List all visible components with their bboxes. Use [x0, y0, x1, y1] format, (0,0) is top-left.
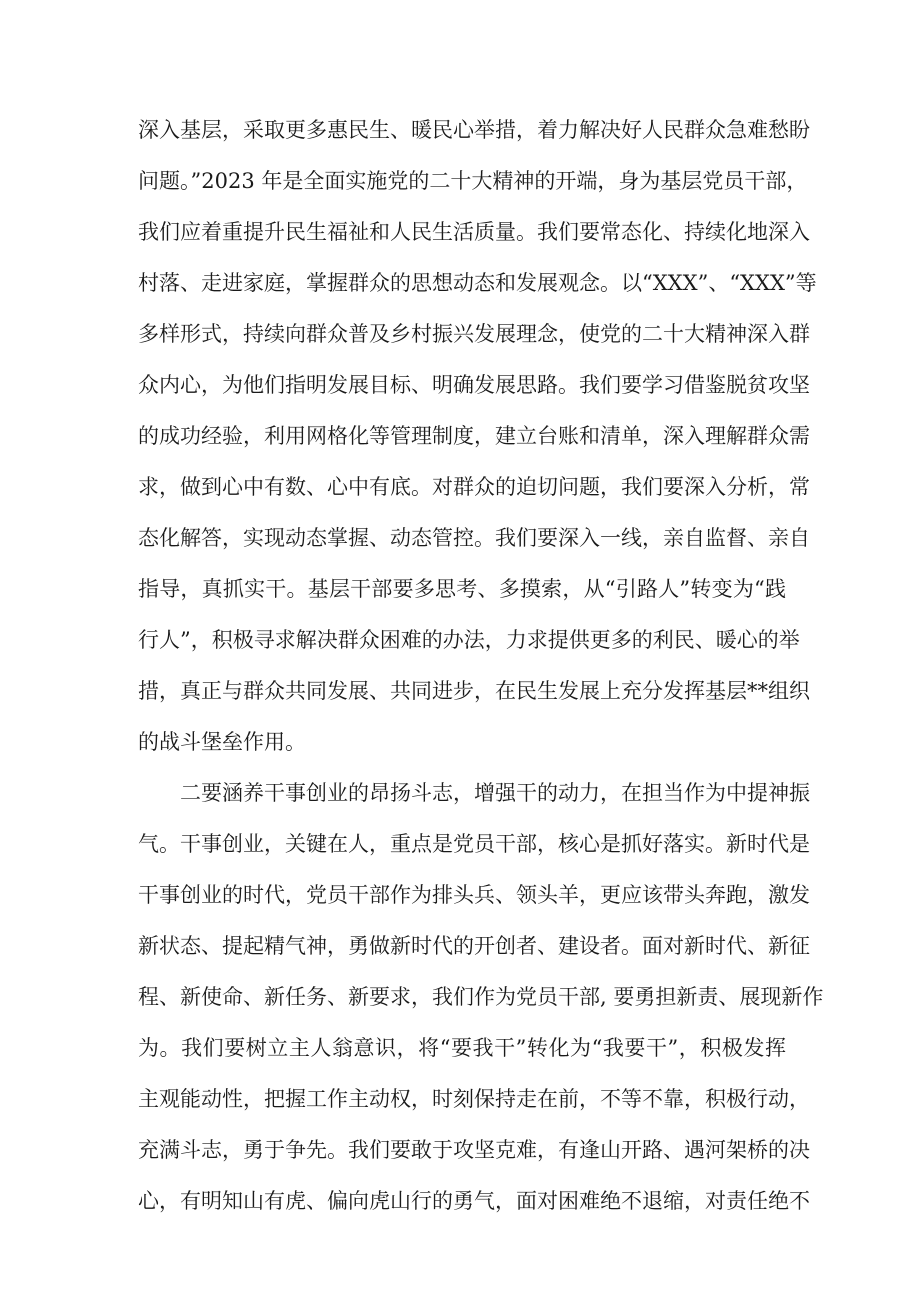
text-line: 充满斗志，勇于争先。我们要敢于攻坚克难，有逢山开路、遇河架桥的决 [138, 1138, 810, 1162]
text-line: 的战斗堡垒作用。 [138, 730, 306, 754]
text-line: 众内心，为他们指明发展目标、明确发展思路。我们要学习借鉴脱贫攻坚 [138, 373, 810, 397]
text-line: 指导，真抓实干。基层干部要多思考、多摸索，从“引路人”转变为“践 [138, 577, 786, 601]
text-line: 心，有明知山有虎、偏向虎山行的勇气，面对困难绝不退缩，对责任绝不 [138, 1189, 810, 1213]
text-line: 问题。”2023 年是全面实施党的二十大精神的开端，身为基层党员干部， [138, 169, 808, 193]
text-line: 措，真正与群众共同发展、共同进步，在民生发展上充分发挥基层**组织 [138, 679, 810, 703]
text-line: 态化解答，实现动态掌握、动态管控。我们要深入一线，亲自监督、亲自 [138, 526, 810, 550]
text-line: 气。干事创业，关键在人，重点是党员干部，核心是抓好落实。新时代是 [138, 832, 810, 856]
text-line: 求，做到心中有数、心中有底。对群众的迫切问题，我们要深入分析，常 [138, 475, 810, 499]
text-line: 干事创业的时代，党员干部作为排头兵、领头羊，更应该带头奔跑，激发 [138, 883, 810, 907]
text-line: 程、新使命、新任务、新要求，我们作为党员干部, 要勇担新责、展现新作 [138, 985, 824, 1009]
text-line: 的成功经验，利用网格化等管理制度，建立台账和清单，深入理解群众需 [138, 424, 810, 448]
text-line: 行人”，积极寻求解决群众困难的办法，力求提供更多的利民、暖心的举 [138, 628, 800, 652]
text-line: 村落、走进家庭，掌握群众的思想动态和发展观念。以“XXX”、“XXX”等 [138, 271, 817, 295]
text-line: 我们应着重提升民生福祉和人民生活质量。我们要常态化、持续化地深入 [138, 220, 810, 244]
text-line: 为。我们要树立主人翁意识，将“要我干”转化为“我要干”，积极发挥 [138, 1036, 786, 1060]
text-line: 新状态、提起精气神，勇做新时代的开创者、建设者。面对新时代、新征 [138, 934, 810, 958]
text-line: 多样形式，持续向群众普及乡村振兴发展理念，使党的二十大精神深入群 [138, 322, 810, 346]
text-line: 二要涵养干事创业的昂扬斗志，增强干的动力，在担当作为中提神振 [180, 781, 810, 805]
text-line: 深入基层，采取更多惠民生、暖民心举措，着力解决好人民群众急难愁盼 [138, 118, 810, 142]
text-line: 主观能动性，把握工作主动权，时刻保持走在前，不等不靠，积极行动， [138, 1087, 810, 1111]
